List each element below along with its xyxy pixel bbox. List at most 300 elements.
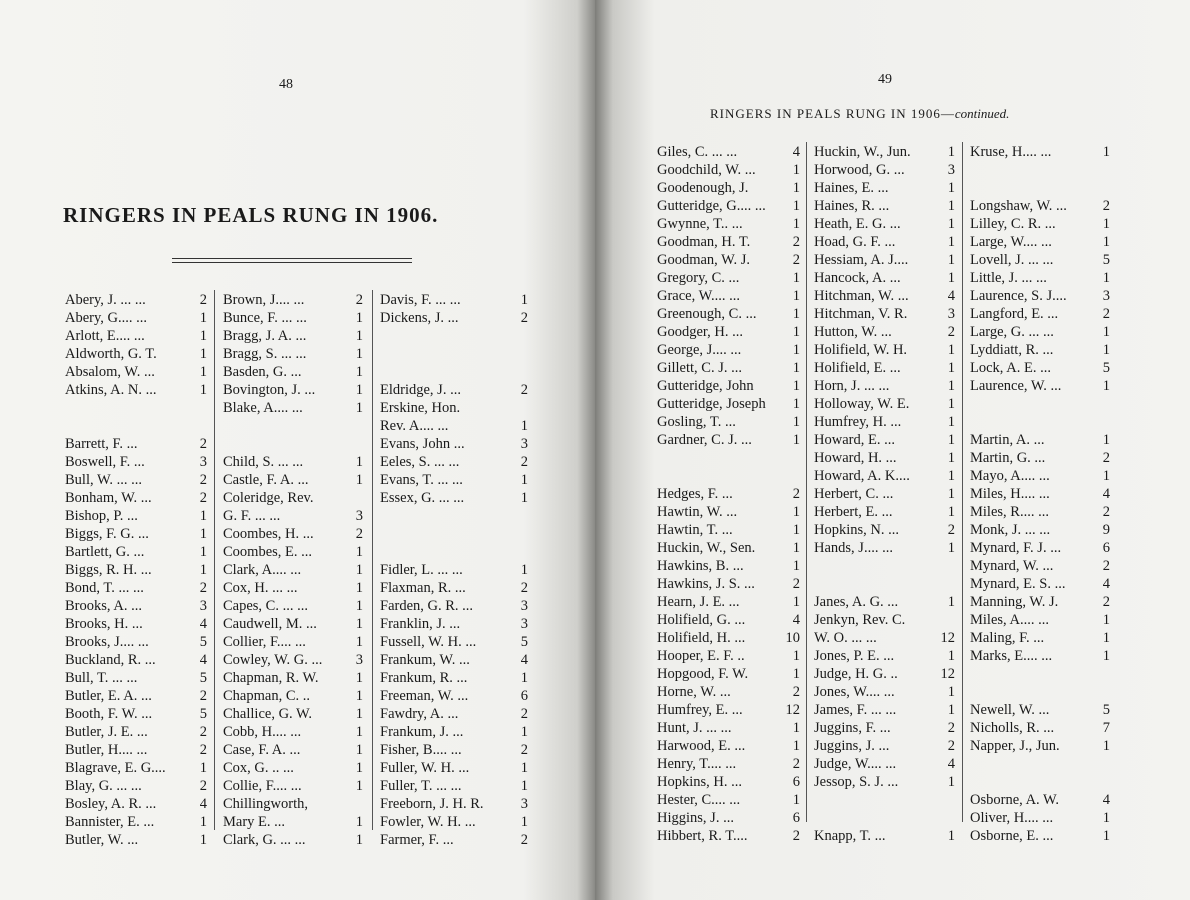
ringer-name: Mynard, E. S. ... bbox=[970, 576, 1066, 592]
ringer-name: Blay, G. ... ... bbox=[65, 778, 142, 794]
peal-count: 2 bbox=[792, 828, 800, 844]
peal-count: 2 bbox=[199, 724, 207, 740]
list-item bbox=[380, 399, 528, 417]
list-item bbox=[223, 453, 363, 471]
list-item bbox=[970, 557, 1110, 575]
ringer-name: Castle, F. A. ... bbox=[223, 472, 309, 488]
ringer-name: Clark, G. ... ... bbox=[223, 832, 306, 848]
list-item bbox=[65, 597, 207, 615]
ringer-name: Chapman, C. .. bbox=[223, 688, 310, 704]
list-item bbox=[223, 291, 363, 309]
list-item bbox=[970, 773, 1110, 791]
peal-count: 1 bbox=[199, 328, 207, 344]
peal-count: 1 bbox=[355, 472, 363, 488]
ringer-name: Capes, C. ... ... bbox=[223, 598, 308, 614]
list-item bbox=[657, 305, 800, 323]
list-item bbox=[814, 215, 955, 233]
peal-count: 2 bbox=[1102, 558, 1110, 574]
column-divider bbox=[806, 142, 807, 822]
list-item bbox=[814, 161, 955, 179]
list-item bbox=[657, 161, 800, 179]
peal-count: 1 bbox=[792, 324, 800, 340]
list-item bbox=[65, 561, 207, 579]
peal-count: 4 bbox=[199, 796, 207, 812]
peal-count: 1 bbox=[792, 342, 800, 358]
ringer-name: Gutteridge, Joseph bbox=[657, 396, 766, 412]
list-item bbox=[65, 651, 207, 669]
ringer-name: Jones, W.... ... bbox=[814, 684, 895, 700]
ringer-name: Child, S. ... ... bbox=[223, 454, 304, 470]
list-item bbox=[380, 381, 528, 399]
ringer-name: Hearn, J. E. ... bbox=[657, 594, 740, 610]
list-item bbox=[814, 395, 955, 413]
list-item bbox=[223, 309, 363, 327]
list-item bbox=[657, 827, 800, 845]
ringer-name: Jenkyn, Rev. C. bbox=[814, 612, 906, 628]
ringer-name: Grace, W.... ... bbox=[657, 288, 740, 304]
ringer-name: Bannister, E. ... bbox=[65, 814, 155, 830]
peal-count: 3 bbox=[520, 598, 528, 614]
ringer-name: Laurence, W. ... bbox=[970, 378, 1062, 394]
ringer-name: Lilley, C. R. ... bbox=[970, 216, 1056, 232]
ringer-name: G. F. ... ... bbox=[223, 508, 281, 524]
peal-count: 3 bbox=[520, 796, 528, 812]
peal-count: 1 bbox=[355, 616, 363, 632]
peal-count: 2 bbox=[520, 382, 528, 398]
ringer-name: Osborne, E. ... bbox=[970, 828, 1054, 844]
peal-count: 3 bbox=[520, 436, 528, 452]
peal-count: 2 bbox=[1102, 198, 1110, 214]
list-item bbox=[814, 593, 955, 611]
ringer-name: Basden, G. ... bbox=[223, 364, 302, 380]
list-item bbox=[223, 435, 363, 453]
page-number-left: 48 bbox=[279, 77, 293, 92]
ringer-name: Osborne, A. W. bbox=[970, 792, 1060, 808]
list-item bbox=[814, 341, 955, 359]
peal-count: 1 bbox=[792, 378, 800, 394]
ringer-name: Hunt, J. ... ... bbox=[657, 720, 732, 736]
peal-count: 1 bbox=[947, 828, 955, 844]
ringer-name: Higgins, J. ... bbox=[657, 810, 734, 826]
peal-count: 1 bbox=[792, 792, 800, 808]
name-column-6 bbox=[970, 143, 1110, 845]
peal-count: 1 bbox=[199, 814, 207, 830]
list-item bbox=[970, 611, 1110, 629]
list-item bbox=[814, 557, 955, 575]
list-item bbox=[65, 615, 207, 633]
list-item bbox=[657, 467, 800, 485]
ringer-name: Biggs, F. G. ... bbox=[65, 526, 149, 542]
peal-count: 4 bbox=[1102, 486, 1110, 502]
list-item bbox=[65, 813, 207, 831]
list-item bbox=[65, 327, 207, 345]
peal-count: 1 bbox=[947, 360, 955, 376]
list-item bbox=[657, 341, 800, 359]
list-item bbox=[65, 633, 207, 651]
peal-count: 1 bbox=[947, 198, 955, 214]
peal-count: 1 bbox=[947, 774, 955, 790]
list-item bbox=[970, 701, 1110, 719]
ringer-name: Miles, H.... ... bbox=[970, 486, 1050, 502]
peal-count: 5 bbox=[1102, 702, 1110, 718]
list-item bbox=[657, 719, 800, 737]
peal-count: 1 bbox=[355, 364, 363, 380]
ringer-name: Fawdry, A. ... bbox=[380, 706, 459, 722]
peal-count: 1 bbox=[1102, 468, 1110, 484]
list-item bbox=[814, 791, 955, 809]
peal-count: 1 bbox=[947, 450, 955, 466]
peal-count: 1 bbox=[355, 778, 363, 794]
ringer-name: Case, F. A. ... bbox=[223, 742, 301, 758]
peal-count: 9 bbox=[1102, 522, 1110, 538]
peal-count: 3 bbox=[355, 508, 363, 524]
list-item bbox=[814, 287, 955, 305]
list-item bbox=[814, 503, 955, 521]
peal-count: 4 bbox=[199, 616, 207, 632]
ringer-name: Hopgood, F. W. bbox=[657, 666, 749, 682]
peal-count: 1 bbox=[199, 382, 207, 398]
peal-count: 1 bbox=[355, 580, 363, 596]
peal-count: 1 bbox=[792, 180, 800, 196]
peal-count: 3 bbox=[520, 616, 528, 632]
ringer-name: Mynard, W. ... bbox=[970, 558, 1054, 574]
list-item bbox=[223, 471, 363, 489]
list-item bbox=[223, 723, 363, 741]
ringer-name: Brown, J.... ... bbox=[223, 292, 305, 308]
list-item bbox=[657, 773, 800, 791]
ringer-name: Holifield, H. ... bbox=[657, 630, 746, 646]
peal-count: 2 bbox=[792, 234, 800, 250]
peal-count: 1 bbox=[355, 706, 363, 722]
list-item bbox=[970, 269, 1110, 287]
list-item bbox=[223, 399, 363, 417]
peal-count: 1 bbox=[792, 432, 800, 448]
ringer-name: Howard, E. ... bbox=[814, 432, 895, 448]
ringer-name: Maling, F. ... bbox=[970, 630, 1045, 646]
peal-count: 1 bbox=[355, 544, 363, 560]
peal-count: 1 bbox=[355, 760, 363, 776]
peal-count: 1 bbox=[947, 234, 955, 250]
ringer-name: Judge, H. G. .. bbox=[814, 666, 898, 682]
peal-count: 2 bbox=[792, 486, 800, 502]
list-item bbox=[65, 489, 207, 507]
peal-count: 3 bbox=[199, 598, 207, 614]
list-item bbox=[970, 161, 1110, 179]
peal-count: 1 bbox=[792, 414, 800, 430]
peal-count: 2 bbox=[199, 742, 207, 758]
peal-count: 1 bbox=[355, 454, 363, 470]
ringer-name: Laurence, S. J.... bbox=[970, 288, 1067, 304]
ringer-name: Howard, A. K.... bbox=[814, 468, 910, 484]
list-item bbox=[223, 489, 363, 507]
ringer-name: Hawkins, B. ... bbox=[657, 558, 744, 574]
peal-count: 2 bbox=[355, 526, 363, 542]
peal-count: 1 bbox=[1102, 648, 1110, 664]
peal-count: 1 bbox=[1102, 810, 1110, 826]
peal-count: 1 bbox=[520, 418, 528, 434]
ringer-name: Henry, T.... ... bbox=[657, 756, 737, 772]
list-item bbox=[657, 251, 800, 269]
ringer-name: Blake, A.... ... bbox=[223, 400, 303, 416]
list-item bbox=[657, 665, 800, 683]
list-item bbox=[223, 687, 363, 705]
peal-count: 1 bbox=[947, 702, 955, 718]
list-item bbox=[380, 489, 528, 507]
list-item bbox=[380, 291, 528, 309]
ringer-name: Heath, E. G. ... bbox=[814, 216, 901, 232]
ringer-name: Fuller, W. H. ... bbox=[380, 760, 470, 776]
peal-count: 1 bbox=[355, 562, 363, 578]
peal-count: 1 bbox=[1102, 432, 1110, 448]
ringer-name: Harwood, E. ... bbox=[657, 738, 746, 754]
column-divider bbox=[214, 290, 215, 830]
peal-count: 1 bbox=[355, 634, 363, 650]
peal-count: 2 bbox=[520, 310, 528, 326]
peal-count: 1 bbox=[1102, 234, 1110, 250]
list-item bbox=[223, 417, 363, 435]
peal-count: 1 bbox=[1102, 342, 1110, 358]
peal-count: 4 bbox=[792, 612, 800, 628]
list-item bbox=[970, 449, 1110, 467]
ringer-name: Bond, T. ... ... bbox=[65, 580, 144, 596]
list-item bbox=[223, 327, 363, 345]
peal-count: 5 bbox=[199, 670, 207, 686]
peal-count: 1 bbox=[947, 540, 955, 556]
peal-count: 3 bbox=[355, 652, 363, 668]
peal-count: 1 bbox=[947, 180, 955, 196]
list-item bbox=[970, 467, 1110, 485]
list-item bbox=[65, 723, 207, 741]
ringer-name: Butler, H.... ... bbox=[65, 742, 148, 758]
list-item bbox=[970, 377, 1110, 395]
peal-count: 1 bbox=[520, 814, 528, 830]
peal-count: 1 bbox=[1102, 738, 1110, 754]
list-item bbox=[970, 575, 1110, 593]
ringer-name: Longshaw, W. ... bbox=[970, 198, 1067, 214]
peal-count: 1 bbox=[947, 432, 955, 448]
list-item bbox=[970, 359, 1110, 377]
ringer-name: Hancock, A. ... bbox=[814, 270, 901, 286]
ringer-name: Eldridge, J. ... bbox=[380, 382, 461, 398]
peal-count: 1 bbox=[199, 562, 207, 578]
list-item bbox=[65, 507, 207, 525]
peal-count: 1 bbox=[355, 328, 363, 344]
ringer-name: Frankum, J. ... bbox=[380, 724, 464, 740]
peal-count: 6 bbox=[792, 774, 800, 790]
peal-count: 1 bbox=[947, 468, 955, 484]
ringer-name: Hibbert, R. T.... bbox=[657, 828, 748, 844]
column-divider bbox=[962, 142, 963, 822]
list-item bbox=[657, 593, 800, 611]
list-item bbox=[380, 759, 528, 777]
peal-count: 1 bbox=[792, 198, 800, 214]
ringer-name: Humfrey, H. ... bbox=[814, 414, 902, 430]
ringer-name: Napper, J., Jun. bbox=[970, 738, 1060, 754]
list-item bbox=[970, 593, 1110, 611]
peal-count: 4 bbox=[792, 144, 800, 160]
ringer-name: Caudwell, M. ... bbox=[223, 616, 317, 632]
ringer-name: Challice, G. W. bbox=[223, 706, 313, 722]
ringer-name: Little, J. ... ... bbox=[970, 270, 1047, 286]
ringer-name: Langford, E. ... bbox=[970, 306, 1059, 322]
ringer-name: Humfrey, E. ... bbox=[657, 702, 743, 718]
ringer-name: Fussell, W. H. ... bbox=[380, 634, 477, 650]
ringer-name: Greenough, C. ... bbox=[657, 306, 757, 322]
peal-count: 7 bbox=[1102, 720, 1110, 736]
peal-count: 1 bbox=[1102, 216, 1110, 232]
list-item bbox=[657, 413, 800, 431]
list-item bbox=[380, 597, 528, 615]
list-item bbox=[380, 345, 528, 363]
peal-count: 2 bbox=[947, 738, 955, 754]
list-item bbox=[223, 669, 363, 687]
list-item bbox=[223, 345, 363, 363]
ringer-name: Coombes, E. ... bbox=[223, 544, 313, 560]
list-item bbox=[380, 813, 528, 831]
list-item bbox=[380, 561, 528, 579]
ringer-name: Juggins, J. ... bbox=[814, 738, 890, 754]
peal-count: 2 bbox=[1102, 504, 1110, 520]
peal-count: 1 bbox=[792, 306, 800, 322]
ringer-name: Bovington, J. ... bbox=[223, 382, 316, 398]
ringer-name: Butler, J. E. ... bbox=[65, 724, 148, 740]
peal-count: 1 bbox=[792, 288, 800, 304]
list-item bbox=[657, 755, 800, 773]
list-item bbox=[223, 831, 363, 849]
peal-count: 1 bbox=[355, 814, 363, 830]
peal-count: 2 bbox=[199, 490, 207, 506]
list-item bbox=[970, 215, 1110, 233]
peal-count: 1 bbox=[520, 472, 528, 488]
running-head-text: RINGERS IN PEALS RUNG IN 1906— bbox=[710, 106, 955, 121]
list-item bbox=[657, 233, 800, 251]
list-item bbox=[380, 651, 528, 669]
ringer-name: Eeles, S. ... ... bbox=[380, 454, 460, 470]
list-item bbox=[814, 305, 955, 323]
list-item bbox=[380, 435, 528, 453]
peal-count: 2 bbox=[520, 454, 528, 470]
list-item bbox=[223, 777, 363, 795]
peal-count: 1 bbox=[1102, 630, 1110, 646]
ringer-name: W. O. ... ... bbox=[814, 630, 877, 646]
ringer-name: Biggs, R. H. ... bbox=[65, 562, 152, 578]
ringer-name: Horne, W. ... bbox=[657, 684, 731, 700]
ringer-name: Abery, J. ... ... bbox=[65, 292, 146, 308]
peal-count: 2 bbox=[1102, 450, 1110, 466]
list-item bbox=[657, 377, 800, 395]
peal-count: 1 bbox=[1102, 324, 1110, 340]
list-item bbox=[814, 179, 955, 197]
ringer-name: Fisher, B.... ... bbox=[380, 742, 462, 758]
peal-count: 1 bbox=[520, 724, 528, 740]
peal-count: 4 bbox=[199, 652, 207, 668]
list-item bbox=[223, 795, 363, 813]
peal-count: 1 bbox=[199, 346, 207, 362]
peal-count: 2 bbox=[520, 706, 528, 722]
list-item bbox=[657, 521, 800, 539]
list-item bbox=[223, 615, 363, 633]
list-item bbox=[380, 417, 528, 435]
peal-count: 5 bbox=[1102, 252, 1110, 268]
peal-count: 1 bbox=[355, 598, 363, 614]
list-item bbox=[970, 305, 1110, 323]
list-item bbox=[657, 737, 800, 755]
list-item bbox=[970, 521, 1110, 539]
list-item bbox=[814, 467, 955, 485]
ringer-name: Horwood, G. ... bbox=[814, 162, 905, 178]
list-item bbox=[657, 485, 800, 503]
list-item bbox=[380, 633, 528, 651]
ringer-name: Horn, J. ... ... bbox=[814, 378, 890, 394]
peal-count: 1 bbox=[520, 760, 528, 776]
list-item bbox=[814, 647, 955, 665]
list-item bbox=[814, 431, 955, 449]
list-item bbox=[380, 795, 528, 813]
list-item bbox=[970, 233, 1110, 251]
list-item bbox=[814, 755, 955, 773]
ringer-name: Farmer, F. ... bbox=[380, 832, 454, 848]
ringer-name: Miles, A.... ... bbox=[970, 612, 1049, 628]
peal-count: 1 bbox=[947, 396, 955, 412]
list-item bbox=[970, 809, 1110, 827]
ringer-name: Hutton, W. ... bbox=[814, 324, 892, 340]
list-item bbox=[380, 723, 528, 741]
list-item bbox=[970, 485, 1110, 503]
ringer-name: Hooper, E. F. .. bbox=[657, 648, 745, 664]
peal-count: 1 bbox=[520, 670, 528, 686]
ringer-name: Marks, E.... ... bbox=[970, 648, 1053, 664]
ringer-name: Fuller, T. ... ... bbox=[380, 778, 462, 794]
peal-count: 1 bbox=[520, 778, 528, 794]
ringer-name: James, F. ... ... bbox=[814, 702, 897, 718]
peal-count: 12 bbox=[785, 702, 800, 718]
list-item bbox=[970, 683, 1110, 701]
peal-count: 1 bbox=[947, 684, 955, 700]
peal-count: 2 bbox=[199, 580, 207, 596]
peal-count: 2 bbox=[792, 252, 800, 268]
list-item bbox=[970, 647, 1110, 665]
peal-count: 1 bbox=[1102, 270, 1110, 286]
ringer-name: Coleridge, Rev. bbox=[223, 490, 314, 506]
list-item bbox=[970, 755, 1110, 773]
ringer-name: Buckland, R. ... bbox=[65, 652, 156, 668]
ringer-name: Herbert, E. ... bbox=[814, 504, 893, 520]
list-item bbox=[65, 309, 207, 327]
name-column-3 bbox=[380, 291, 528, 849]
ringer-name: Hitchman, V. R. bbox=[814, 306, 908, 322]
peal-count: 1 bbox=[355, 832, 363, 848]
list-item bbox=[657, 269, 800, 287]
peal-count: 2 bbox=[947, 522, 955, 538]
ringer-name: Goodenough, J. bbox=[657, 180, 749, 196]
peal-count: 2 bbox=[199, 292, 207, 308]
list-item bbox=[814, 143, 955, 161]
list-item bbox=[657, 215, 800, 233]
peal-count: 2 bbox=[1102, 306, 1110, 322]
peal-count: 1 bbox=[199, 508, 207, 524]
ringer-name: Martin, G. ... bbox=[970, 450, 1046, 466]
list-item bbox=[380, 687, 528, 705]
list-item bbox=[970, 665, 1110, 683]
ringer-name: Hessiam, A. J.... bbox=[814, 252, 909, 268]
list-item bbox=[970, 395, 1110, 413]
ringer-name: Cox, G. .. ... bbox=[223, 760, 294, 776]
list-item bbox=[814, 827, 955, 845]
list-item bbox=[223, 363, 363, 381]
peal-count: 2 bbox=[520, 580, 528, 596]
ringer-name: Jessop, S. J. ... bbox=[814, 774, 899, 790]
list-item bbox=[65, 777, 207, 795]
